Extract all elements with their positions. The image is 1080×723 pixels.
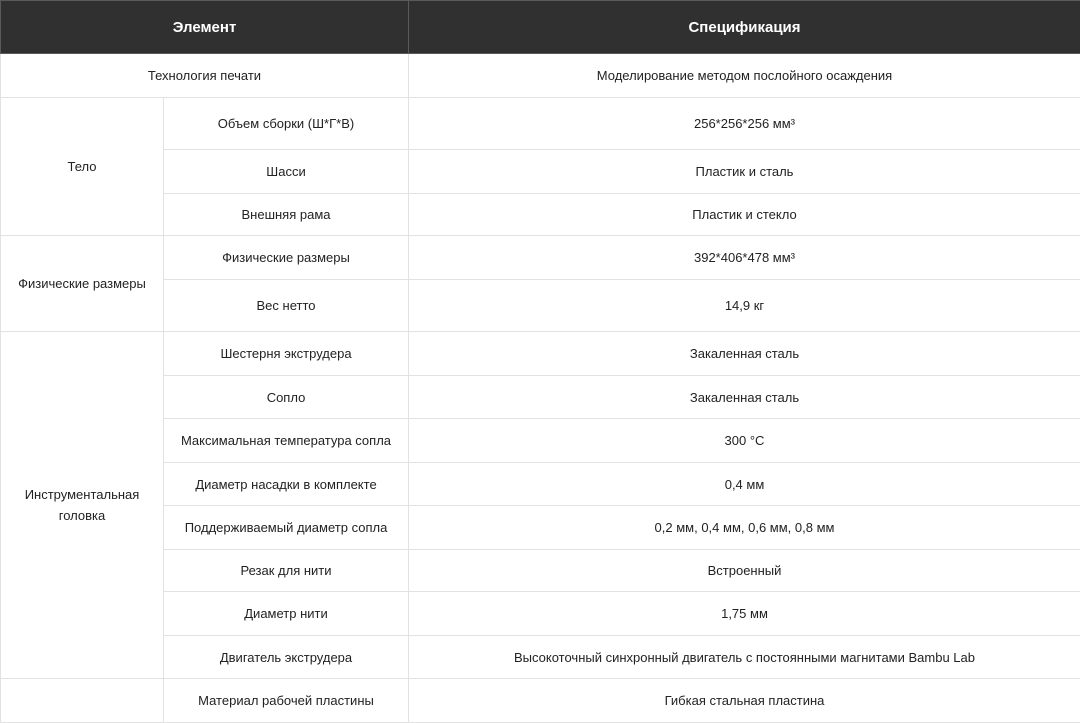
value-filament-diameter: 1,75 мм xyxy=(409,592,1080,636)
label-build-plate: Материал рабочей пластины xyxy=(164,679,409,723)
value-physical-dimensions: 392*406*478 мм³ xyxy=(409,236,1080,280)
label-supported-nozzle: Поддерживаемый диаметр сопла xyxy=(164,506,409,550)
label-nozzle: Сопло xyxy=(164,376,409,419)
value-net-weight: 14,9 кг xyxy=(409,280,1080,332)
row-extruder-gear xyxy=(1,332,1080,376)
value-build-volume: 256*256*256 мм³ xyxy=(409,98,1080,150)
value-extruder-gear: Закаленная сталь xyxy=(409,332,1080,376)
value-nozzle: Закаленная сталь xyxy=(409,376,1080,419)
row-print-technology xyxy=(1,54,1080,98)
value-print-technology: Моделирование методом послойного осаждения xyxy=(409,54,1080,98)
value-chassis: Пластик и сталь xyxy=(409,150,1080,194)
group-body: Тело xyxy=(1,98,164,236)
value-supported-nozzle: 0,2 мм, 0,4 мм, 0,6 мм, 0,8 мм xyxy=(409,506,1080,550)
row-build-plate xyxy=(1,679,1080,723)
label-chassis: Шасси xyxy=(164,150,409,194)
label-outer-frame: Внешняя рама xyxy=(164,194,409,236)
group-build-plate xyxy=(1,679,164,723)
label-physical-dimensions: Физические размеры xyxy=(164,236,409,280)
group-toolhead: Инструментальная головка xyxy=(1,332,164,679)
value-build-plate: Гибкая стальная пластина xyxy=(409,679,1080,723)
label-filament-diameter: Диаметр нити xyxy=(164,592,409,636)
header-row xyxy=(1,1,1080,54)
row-build-volume xyxy=(1,98,1080,150)
label-max-nozzle-temp: Максимальная температура сопла xyxy=(164,419,409,463)
group-physical-dimensions: Физические размеры xyxy=(1,236,164,332)
label-print-technology: Технология печати xyxy=(1,54,409,98)
value-max-nozzle-temp: 300 °C xyxy=(409,419,1080,463)
value-filament-cutter: Встроенный xyxy=(409,550,1080,592)
value-extruder-motor: Высокоточный синхронный двигатель с постоянными магнитами Bambu Lab xyxy=(409,636,1080,679)
label-extruder-gear: Шестерня экструдера xyxy=(164,332,409,376)
label-net-weight: Вес нетто xyxy=(164,280,409,332)
value-outer-frame: Пластик и стекло xyxy=(409,194,1080,236)
header-specification: Спецификация xyxy=(409,1,1080,54)
label-build-volume: Объем сборки (Ш*Г*В) xyxy=(164,98,409,150)
header-element: Элемент xyxy=(1,1,409,54)
row-physical-dimensions xyxy=(1,236,1080,280)
label-filament-cutter: Резак для нити xyxy=(164,550,409,592)
value-included-nozzle: 0,4 мм xyxy=(409,463,1080,506)
label-included-nozzle: Диаметр насадки в комплекте xyxy=(164,463,409,506)
label-extruder-motor: Двигатель экструдера xyxy=(164,636,409,679)
